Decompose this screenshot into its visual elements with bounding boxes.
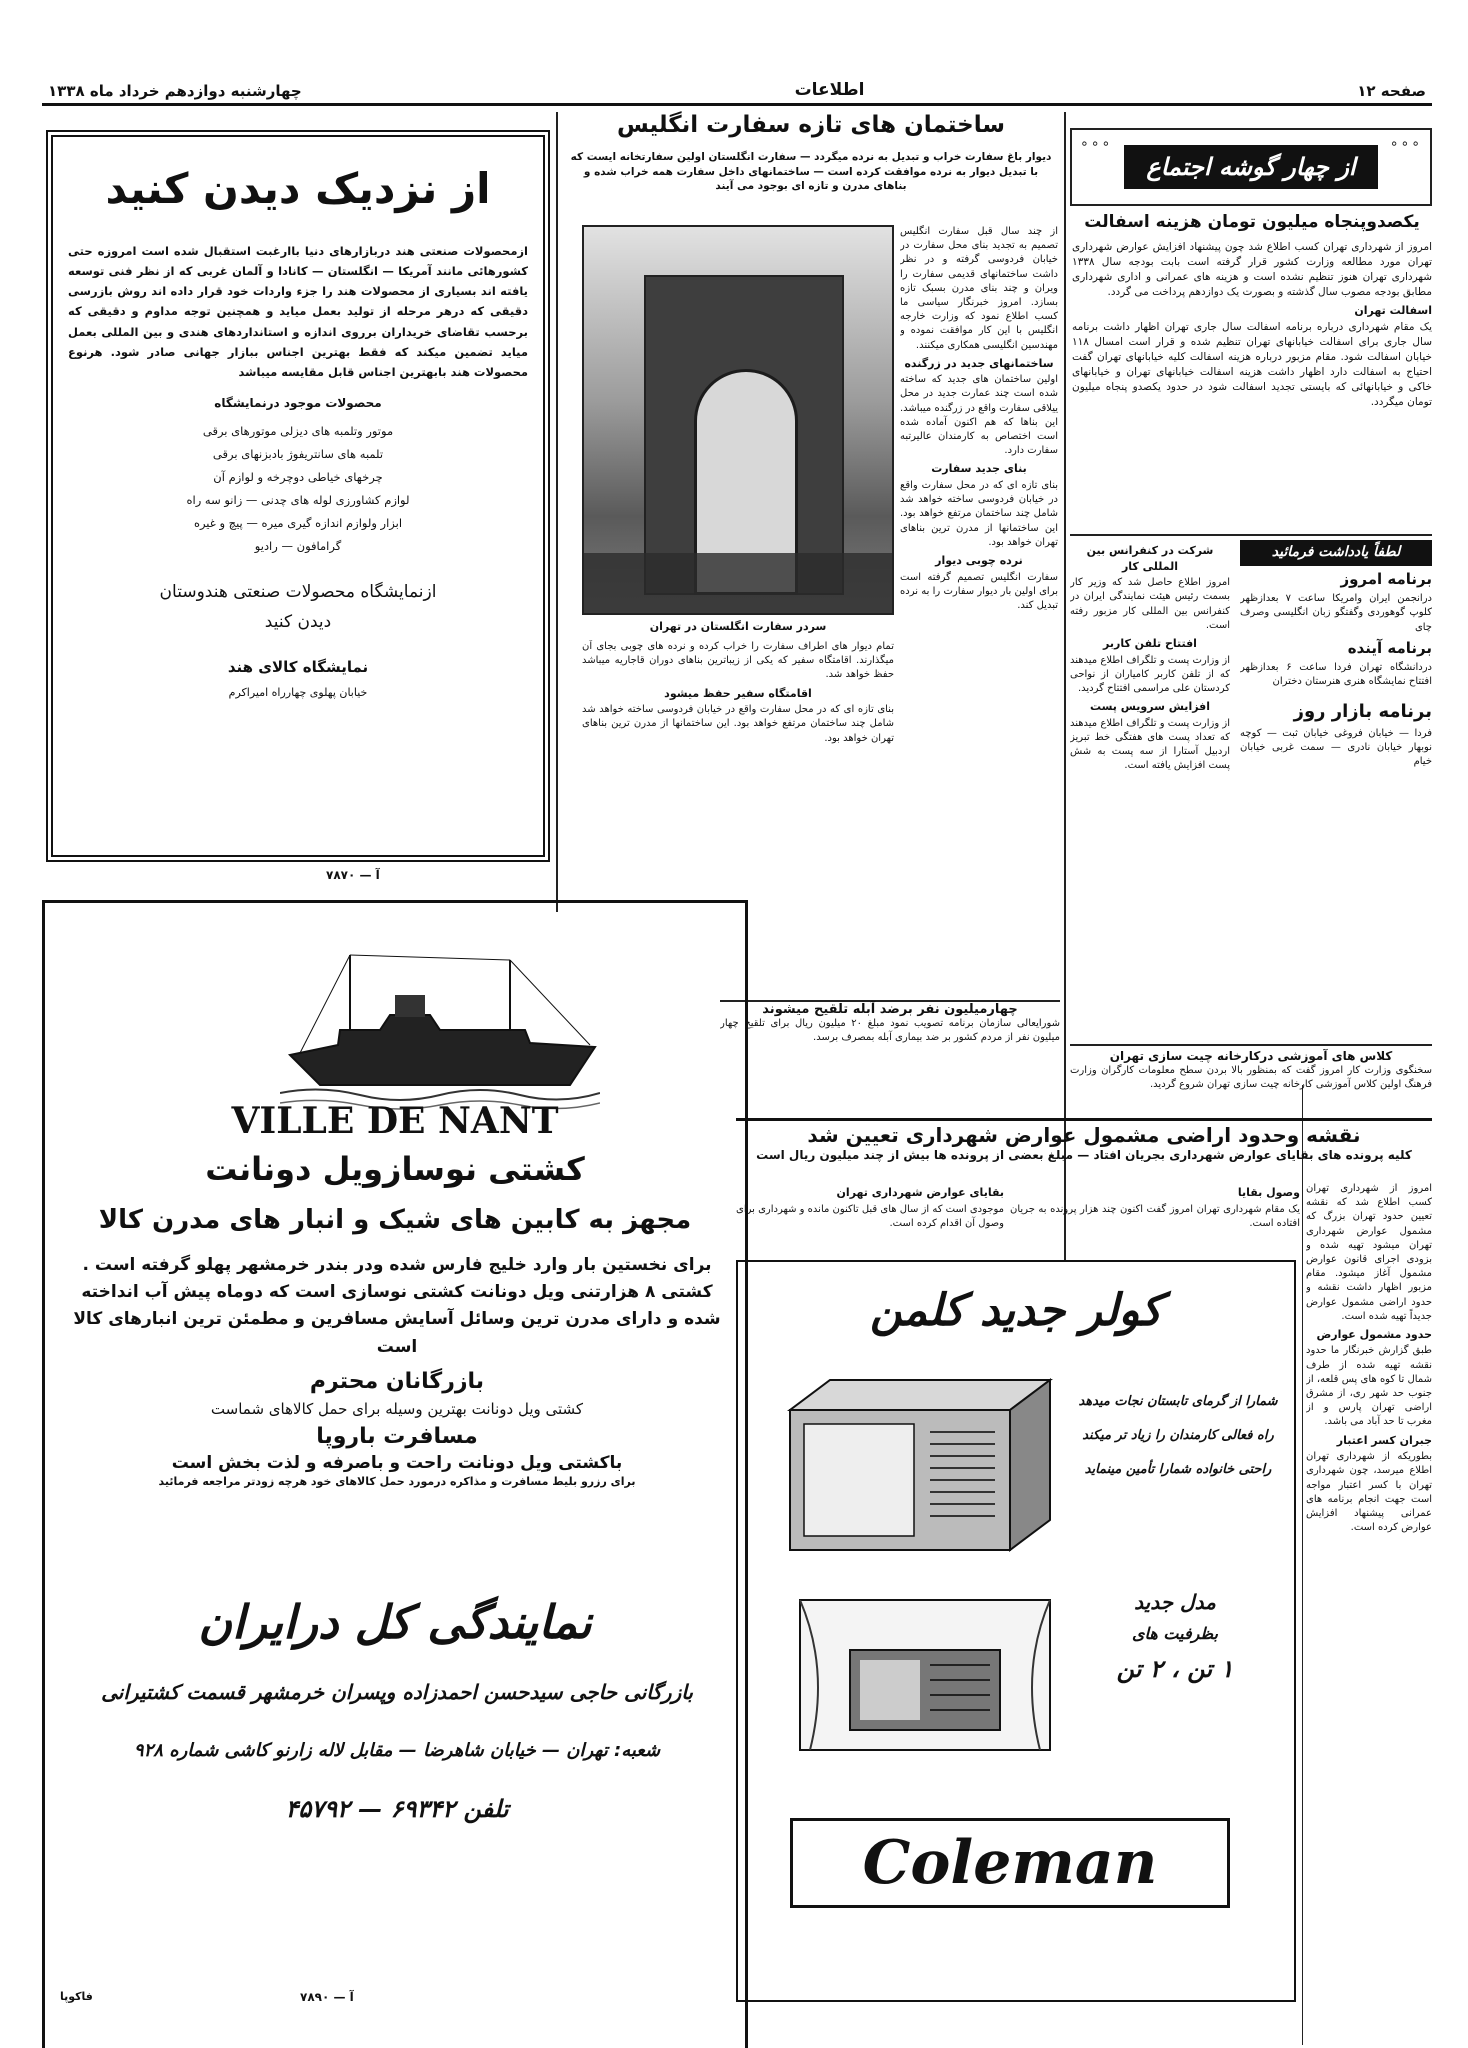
ship-agency-ref: فاکوپا [60,1990,93,2003]
coleman-model [1060,1590,1290,1683]
ship-line: باکشتی ویل دونانت راحت و باصرفه و لذت بخش است [171,1452,623,1473]
window-ac-illustration [790,1590,1060,1760]
article-asphalt [1072,240,1432,530]
subheading: وصول بقایا [1237,1186,1300,1199]
subheading: بقایای عوارض شهرداری تهران [836,1186,1004,1199]
photo-caption: سردر سفارت انگلستان در تهران [649,620,827,633]
section-banner: ∘∘∘ از چهار گوشه اجتماع ∘∘∘ [1070,128,1432,206]
exhibit-name: نمایشگاه کالای هند [227,657,369,676]
embassy-col-right [900,225,1058,995]
list-item: ابزار ولوازم اندازه گیری میره — پیچ و غیره [193,515,403,530]
notice-body: شورایعالی سازمان برنامه تصویب نمود مبلغ ۲۰ میلیون ریال برای تلقیح چهار میلیون نفر از مردم کشور بر ضد بیماری آبله بمصرف برسد. [720,1018,1060,1044]
page-header [42,80,1432,106]
model-label: مدل جدید [1134,1590,1216,1614]
ship-line: برای نخستین بار وارد خلیج فارس شده ودر بندر خرمشهر پهلو گرفته است . [82,1255,712,1275]
list-item: چرخهای خیاطی دوچرخه و لوازم آن [213,469,383,484]
ship-line: برای رزرو بلیط مسافرت و مذاکره درمورد حمل کالاهای خود هرچه زودتر مراجعه فرمائید [158,1474,636,1488]
headline-asphalt: یکصدوپنجاه میلیون تومان هزینه اسفالت [1084,212,1420,232]
list-item: گرامافون — رادیو [254,538,342,553]
tagline: راه فعالی کارمندان را زیاد تر میکند [1082,1427,1274,1443]
article-land-tax-left [736,1182,1004,1252]
column-rule [556,112,558,912]
subheading: اسفالت تهران [1354,303,1432,317]
ship-ad-subtitle: مجهز به کابین های شیک و انبار های مدرن کالا [98,1205,692,1235]
tagline: شمارا از گرمای تابستان نجات میدهد [1078,1394,1278,1409]
ship-line: کشتی ۸ هزارتنی ویل دونانت کشتی نوسازی است که دوماه پیش آب انداخته [81,1282,713,1303]
ship-branch: شعبه: تهران — خیابان شاهرضا — مقابل لاله زارنو کاشی شماره ۹۲۸ [133,1740,661,1761]
notice-smallpox [720,1000,1060,1073]
ship-company: بازرگانی حاجی سیدحسن احمدزاده وپسران خرمشهر قسمت کشتیرانی [101,1680,693,1704]
article-labor-conference [1070,540,1230,1040]
paragraph: امروز اطلاع حاصل شد که وزیر کار بسمت رئیس هیئت نمایندگی ایران در کنفرانس بین المللی کار مزبور رفته است. [1070,577,1230,631]
ship-illustration [280,935,600,1115]
subheading: حدود مشمول عوارض [1316,1327,1432,1341]
notice-headline: چهارمیلیون نفر برضد آبله تلقیح میشوند [762,1002,1018,1017]
cta-line-1: ازنمایشگاه محصولات صنعتی هندوستان [159,581,437,602]
paragraph: از وزارت پست و تلگراف اطلاع میدهند که از تلفن کاربر کامیاران از نواحی کردستان علی مراسمی افتتاح گردید. [1070,654,1230,694]
subheading-notes: لطفاً یادداشت فرمائید [1240,540,1432,566]
paragraph: بنای تازه ای که در محل سفارت واقع در خیابان فردوسی ساخته خواهد شد شامل چند ساختمان مرتفع خواهد بود. این ساختمانها از مدرن ترین بناهای تهران خواهد بود. [582,704,894,744]
subheading: افزایش سرویس پست [1089,700,1211,714]
paragraph: بطوریکه از شهرداری تهران اطلاع میرسد، چون شهرداری تهران با کسر اعتبار مواجه است جهت انجام برنامه های عمرانی پیشنهاد افزایش عوارض کرده است. [1306,1451,1432,1534]
headline-chit-sazi: کلاس های آموزشی درکارخانه چیت سازی تهران [1070,1044,1432,1063]
paragraph: از وزارت پست و تلگراف اطلاع میدهند که تعداد پست های هفتگی خط تبریز اردبیل آستارا از سه پست به شش پست افزایش یافته است. [1070,717,1230,772]
subheadline-land-tax: کلیه پرونده های بقایای عوارض شهرداری بجریان افتاد — مبلغ بعضی از پرونده ها بیش از چند میلیون ریال است [756,1148,1412,1162]
tons-label: ۱ تن ، ۲ تن [1116,1655,1234,1683]
product-list [68,420,528,558]
article-chit-sazi: سخنگوی وزارت کار امروز گفت که بمنظور بالا بردن سطح معلومات کارگران وزارت فرهنگ اولین کلاس آموزشی کارخانه چیت سازی تهران شروع گردید. [1070,1065,1432,1091]
notes-column [1240,540,1432,1040]
embassy-gate-photo [582,225,894,615]
list-item: لوازم کشاورزی لوله های چدنی — زانو سه راه [186,492,410,507]
subheading: اقامتگاه سفیر حفظ میشود [664,686,812,700]
column-rule [1064,112,1066,1262]
subheading: افتتاح تلفن کاربر [1103,636,1197,650]
newspaper-name: اطلاعات [794,80,865,100]
ship-travel: مسافرت باروپا [316,1423,478,1449]
paragraph: اولین ساختمان های جدید که ساخته شده است چند عمارت جدید در محل ییلاقی سفارت واقع در زرگنده میباشد. این بناها که هم اکنون آماده شده است اختصاص به کارمندان عالیرتبه سفارت دارد. [900,374,1058,457]
paragraph: بنای تازه ای که در محل سفارت واقع در خیابان فردوسی ساخته خواهد شد شامل چند ساختمان مرتفع خواهد بود. این ساختمانها از مدرن ترین بناهای تهران خواهد بود. [900,480,1058,548]
article-land-tax-mid [1010,1182,1300,1252]
coleman-title: کولر جدید کلمن [869,1285,1163,1336]
ad-india-exhibition [46,130,550,862]
list-title: محصولات موجود درنمایشگاه [214,395,382,410]
capacity-label: بظرفیت های [1132,1624,1218,1643]
coleman-brand: Coleman [790,1818,1230,1908]
page-number: صفحه ۱۲ [1357,82,1426,100]
paragraph: از چند سال قبل سفارت انگلیس تصمیم به تجدید بنای محل سفارت در خیابان فردوسی گرفته و در نظر داشت ساختمانهای قدیمی سفارت را ویران و چند بنای مدرن بسبک تازه بسازد. امروز خبرنگار سیاسی ما کسب اطلاع نمود که وزارت خارجه انگلیس با این کار موافقت نموده و مهندسین انگلیسی همکاری میکنند. [900,226,1058,351]
list-item: تلمبه های سانتریفوژ بادبزنهای برقی [212,446,384,461]
exhibit-address: خیابان پهلوی چهارراه امیراکرم [228,685,368,699]
paragraph: یک مقام شهرداری تهران امروز گفت اکنون چند هزار پرونده به جریان افتاده است. [1010,1203,1300,1229]
ad-ref: آ — ۷۸۷۰ [326,868,380,882]
ship-name: VILLE DE NANT [231,1100,559,1142]
paragraph: امروز از شهرداری تهران کسب اطلاع شد که نقشه تعیین حدود تهران بزرگ که مشمول عوارض شهرداری تهران میشود تهیه شده و بزودی اجرای قانون عوارض مشمول آغاز میشود. مقام مزبور اظهار داشت نقشه و حدود اراضی مشمول عوارض جدیداً تهیه شده است. [1306,1183,1432,1322]
coleman-taglines [1068,1385,1288,1486]
paragraph: موجودی است که از سال های قبل تاکنون مانده و شهرداری برای وصول آن اقدام کرده است. [736,1203,1004,1229]
subheading: ساختمانهای جدید در زرگنده [904,356,1054,370]
paragraph: طبق گزارش خبرنگار ما حدود نقشه تهیه شده از طرف شمال تا کوه های پس قلعه، از جنوب حد شهر ری، از مشرق اراضی تهران پارس و از مغرب تا حد آباد می باشد. [1306,1345,1432,1428]
cta-line-2: دیدن کنید [264,611,332,632]
paragraph: امروز از شهرداری تهران کسب اطلاع شد چون پیشنهاد افزایش عوارض شهرداری تهران مورد مطالعه وزارت کشور قرار گرفته است بابت بودجه سال ۱۳۳۸ شهرداری تهران هنوز تنظیم نشده است و هزینه های عمرانی و اداری شهرداری مطابق بودجه مصوب سال گذشته و بصورت یک دوازدهم پرداخت می گردد. [1072,241,1432,298]
ad-intro: ازمحصولات صنعتی هند دربازارهای دنیا باارغبت استقبال شده است امروزه حتی کشورهائی مانند آمریکا — انگلستان — کانادا و آلمان غربی که از نظر فنی توسعه یافته اند بسیاری از محصولات هند را جزء واردات خود قرار داده اند روش بازرسی دقیقی که درهر مرحله از تولید بعمل میاید و همچنین توجه مداوم و دقیقی که برحسب تقاضای خریداران برروی اندازه و استانداردهای هندی و بین المللی بعمل میاید تضمین میکند که فقط بهترین اجناس ببازار جهانی صادر شود. هرنوع محصولات هند بابهترین اجناس قابل مقایسه میباشد [68,244,528,379]
deck-embassy: دیوار باغ سفارت خراب و تبدیل به نرده میگردد — سفارت انگلستان اولین سفارتخانه ایست که با تبدیل دیوار به نرده موافقت کرده است — ساختمانهای داخل سفارت همه خراب شده و بناهای مدرن و تازه ای بوجود می آیند [570,151,1052,193]
issue-date: چهارشنبه دوازدهم خرداد ماه ۱۳۳۸ [48,82,302,100]
subheading: بنای جدید سفارت [931,462,1027,476]
ship-line: شده و دارای مدرن ترین وسائل آسایش مسافرین و مطمئن ترین انبارهای کالا است [73,1309,721,1357]
program-today: درانجمن ایران وامریکا ساعت ۷ بعدازظهر کلوپ گوهوردی وگفتگو زبان انگلیسی وصرف چای [1240,593,1432,633]
ship-ad-body [52,1252,742,1488]
ship-phone: تلفن ۶۹۳۴۲ — ۴۵۷۹۲ [285,1795,509,1823]
ship-line: کشتی ویل دونانت بهترین وسیله برای حمل کالاهای شماست [210,1399,584,1418]
program-today-title: برنامه امروز [1340,569,1432,588]
ship-greeting: بازرگانان محترم [309,1368,485,1394]
paragraph: یک مقام شهرداری درباره برنامه اسفالت سال جاری تهران اظهار داشت برنامه سال جاری برای اسفالت خیابانهای تهران تنظیم شده و قرار است امسال ۱۱۸ خیابان اسفالت شود. مقام مزبور درباره هزینه اسفالت کلیه خیابانهای تهران گفت احتیاج به اسفالت دارد اظهار داشت هزینه اسفالت خیابانهای تهران و خیابانهای خاکی و خیابانهائی که بایستی تجدید اسفالت شود در حدود یکصدو پنجاه میلیون تومان میگردد. [1072,321,1432,408]
article-land-tax-right [1306,1182,1432,2042]
ship-agency: نمایندگی کل درایران [198,1595,592,1649]
ad-title: از نزدیک دیدن کنید [105,164,491,213]
paragraph: سفارت انگلیس تصمیم گرفته است برای اولین بار دیوار سفارت را به نرده تبدیل کند. [900,571,1058,611]
bazaar-program: فردا — خیابان فروغی خیابان ثبت — کوچه نوبهار خیابان نادری — سمت غربی خیابان خیام [1240,727,1432,768]
air-conditioner-illustration [780,1370,1060,1560]
ship-ad-title: کشتی نوسازویل دونانت [205,1150,585,1188]
subheading: شرکت در کنفرانس بین المللی کار [1086,544,1214,573]
list-item: موتور وتلمبه های دیزلی موتورهای برقی [202,423,394,438]
section-title: از چهار گوشه اجتماع [1124,145,1377,189]
program-next: دردانشگاه تهران فردا ساعت ۶ بعدازظهر افتتاح نمایشگاه هنری هنرستان دختران [1240,662,1432,688]
bazaar-title: برنامه بازار روز [1293,701,1432,723]
column-rule [1302,1085,1303,2045]
tagline: راحتی خانواده شمارا تأمین مینماید [1084,1461,1272,1477]
paragraph: تمام دیوار های اطراف سفارت را خراب کرده و نرده های چوبی بجای آن میگذارند. اقامتگاه سفیر که یکی از زیباترین بناهای دوران قاجاریه میباشد حفظ خواهد شد. [582,641,894,681]
headline-land-tax: نقشه وحدود اراضی مشمول عوارض شهرداری تعیین شد [736,1118,1432,1147]
headline-embassy: ساختمان های تازه سفارت انگلیس [616,112,1006,138]
subheading: نرده چوبی دیوار [935,553,1023,567]
ship-ad-ref: آ — ۷۸۹۰ [300,1990,354,2004]
program-next-title: برنامه آینده [1347,638,1432,657]
subheading: جبران کسر اعتبار [1336,1433,1432,1447]
